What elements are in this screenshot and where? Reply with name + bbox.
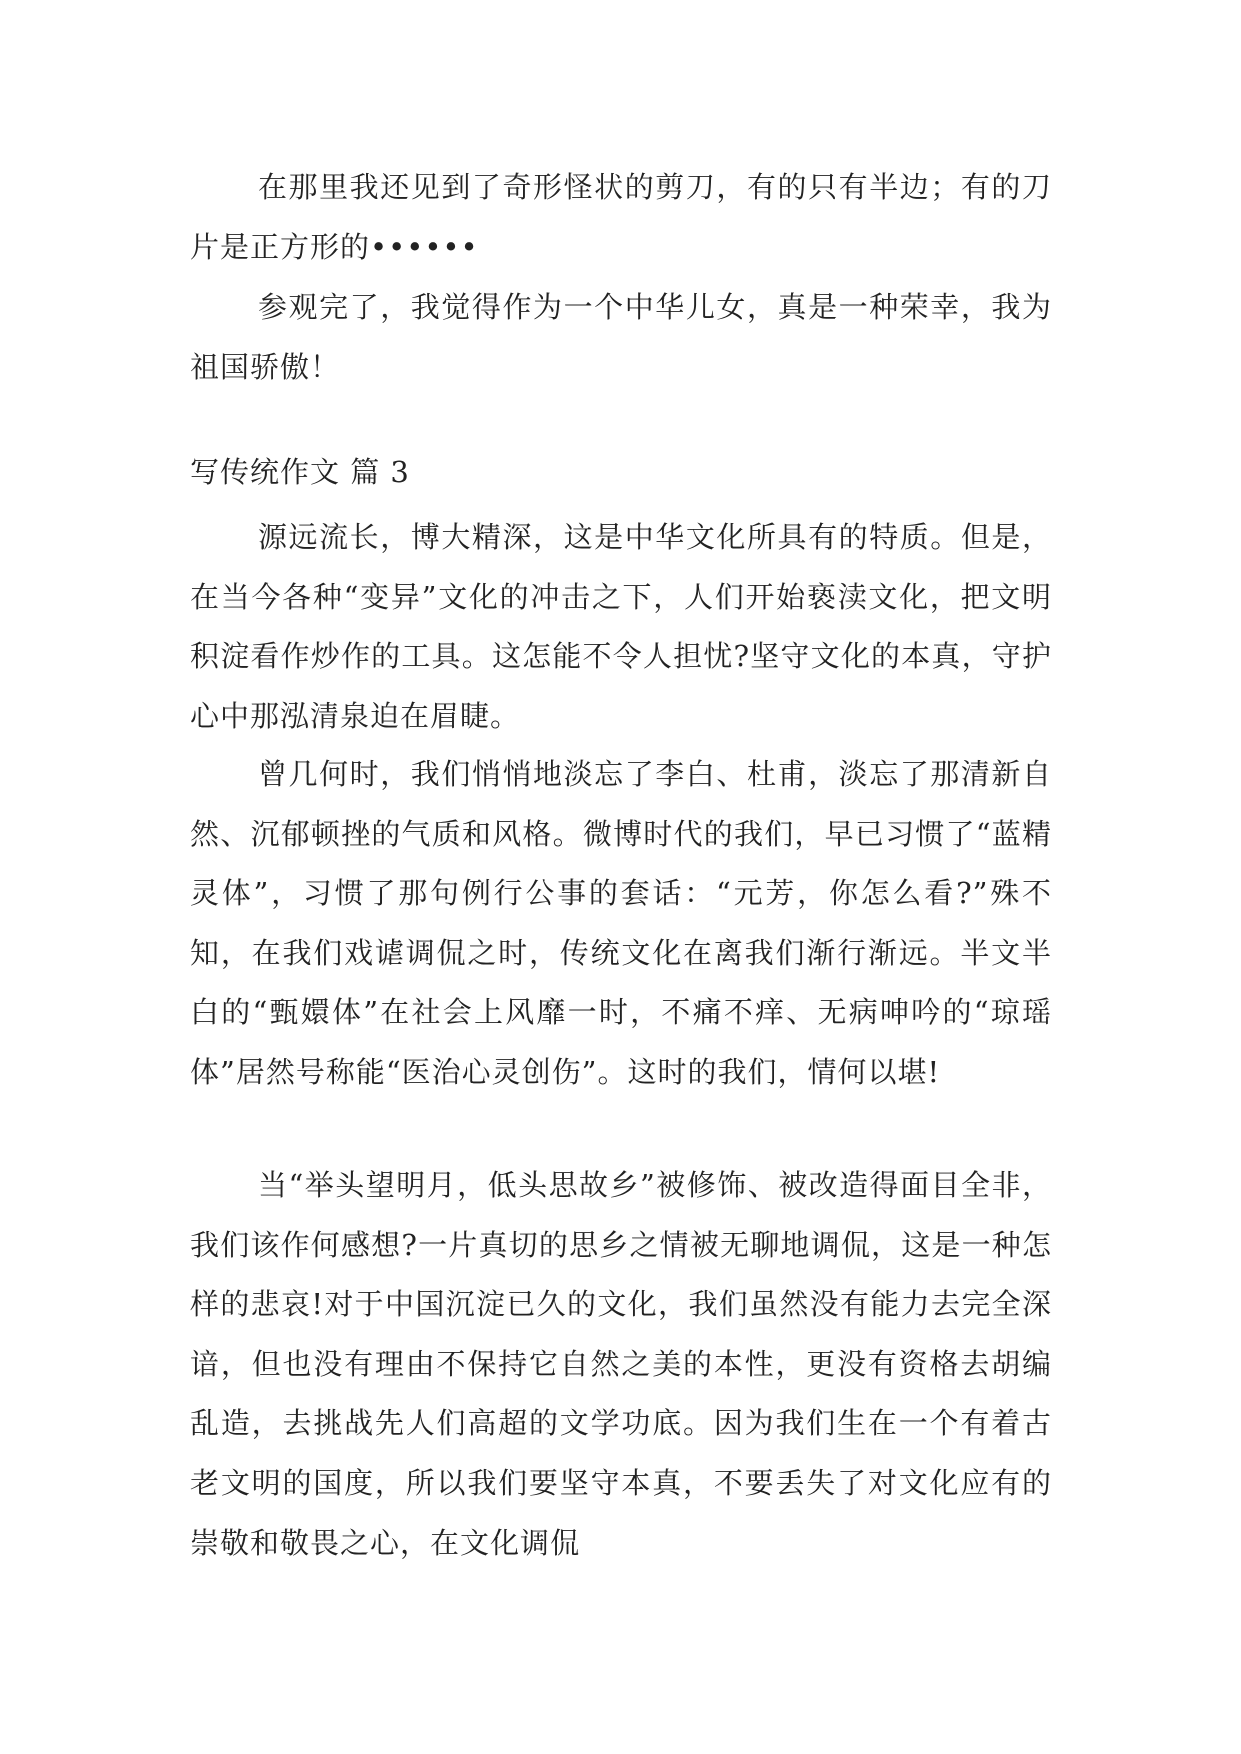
section-heading: 写传统作文 篇 3 [190, 455, 410, 489]
paragraph-weibo-era: 曾几何时，我们悄悄地淡忘了李白、杜甫，淡忘了那清新自然、沉郁顿挫的气质和风格。微博时代的我们，早已习惯了“蓝精灵体”，习惯了那句例行公事的套话：“元芳，你怎么看?”殊不知，在我们戏谑调侃之时，传统文化在离我们渐行渐远。半文半白的“甄嬛体”在社会上风靡一时，不痛不痒、无病呻吟的“琼瑶体”居然号称能“医治心灵创伤”。这时的我们，情何以堪! [190, 757, 1052, 1089]
paragraph-pride: 参观完了，我觉得作为一个中华儿女，真是一种荣幸，我为祖国骄傲！ [190, 290, 1052, 384]
paragraph-moonlight-poem: 当“举头望明月，低头思故乡”被修饰、被改造得面目全非，我们该作何感想?一片真切的思乡之情被无聊地调侃，这是一种怎样的悲哀!对于中国沉淀已久的文化，我们虽然没有能力去完全深谙，但也没有理由不保持它自然之美的本性，更没有资格去胡编乱造，去挑战先人们高超的文学功底。因为我们生在一个有着古老文明的国度，所以我们要坚守本真，不要丢失了对文化应有的崇敬和敬畏之心，在文化调侃 [190, 1168, 1052, 1560]
paragraph-culture-essence: 源远流长，博大精深，这是中华文化所具有的特质。但是，在当今各种“变异”文化的冲击之下，人们开始亵渎文化，把文明积淀看作炒作的工具。这怎能不令人担忧?坚守文化的本真，守护心中那泓清泉迫在眉睫。 [190, 520, 1052, 733]
paragraph-scissors: 在那里我还见到了奇形怪状的剪刀，有的只有半边；有的刀片是正方形的•••••• [190, 170, 1052, 264]
